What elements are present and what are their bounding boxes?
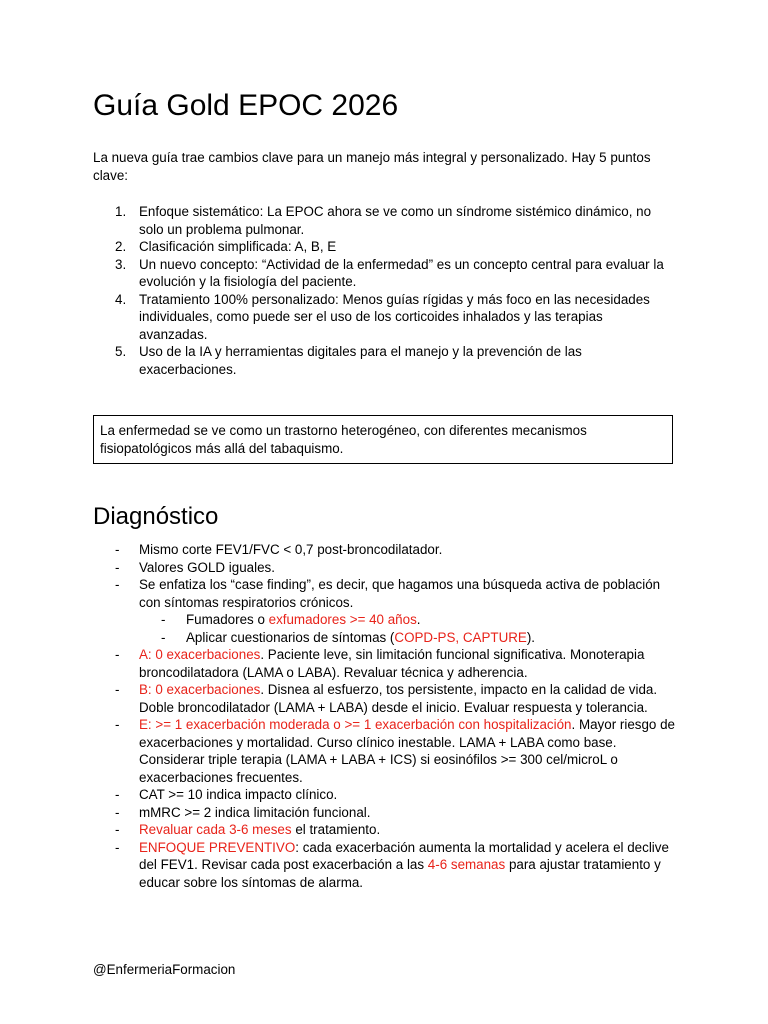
- callout-box: La enfermedad se ve como un trastorno heterogéneo, con diferentes mecanismos fisiopatológicos más allá del tabaquismo.: [93, 415, 673, 464]
- bullet-dash: -: [115, 717, 120, 732]
- list-item: [93, 541, 683, 559]
- key-points-list: [93, 203, 668, 378]
- bullet-dash: -: [115, 787, 120, 802]
- list-item: [93, 646, 683, 681]
- list-item-text: : cada exacerbación aumenta la mortalidad y acelera el declive del FEV1. Revisar cada post exacerbación a las: [139, 839, 669, 872]
- list-item-text: Mismo corte FEV1/FVC < 0,7 post-broncodilatador.: [139, 542, 443, 557]
- list-item: [93, 786, 683, 804]
- footer-handle: @EnfermeriaFormacion: [93, 962, 236, 977]
- list-number: 3.: [115, 256, 127, 272]
- highlight-text: Revaluar cada 3-6 meses: [139, 822, 292, 837]
- bullet-dash: -: [115, 682, 120, 697]
- highlight-text: B: 0 exacerbaciones: [139, 682, 261, 697]
- intro-paragraph: La nueva guía trae cambios clave para un manejo más integral y personalizado. Hay 5 puntos clave:: [93, 150, 651, 183]
- list-number: 2.: [115, 239, 127, 254]
- list-item-text: Valores GOLD iguales.: [139, 559, 275, 575]
- list-item-text: Fumadores o: [186, 612, 269, 627]
- key-point-text: Tratamiento 100% personalizado: Menos guías rígidas y más foco en las necesidades individuales, como puede ser el uso de los corticoides inhalados y las terapias avanzadas.: [139, 291, 650, 342]
- list-item-text: Aplicar cuestionarios de síntomas (: [186, 629, 395, 645]
- sub-list-item: [139, 629, 683, 647]
- list-item: [93, 681, 683, 716]
- key-point-item: [93, 238, 668, 256]
- list-number: 5.: [115, 344, 127, 359]
- key-point-text: Clasificación simplificada: A, B, E: [139, 239, 337, 254]
- highlight-text: E: >= 1 exacerbación moderada o >= 1 exacerbación con hospitalización: [139, 717, 572, 732]
- section-heading-diagnostico: Diagnóstico: [93, 503, 219, 530]
- highlight-text: ENFOQUE PREVENTIVO: [139, 839, 296, 855]
- key-point-item: [93, 343, 668, 378]
- key-point-text: Uso de la IA y herramientas digitales para el manejo y la prevención de las exacerbaciones.: [139, 344, 582, 377]
- key-point-item: [93, 203, 668, 238]
- list-item-text: . Mayor riesgo de exacerbaciones y mortalidad. Curso clínico inestable. LAMA + LABA como base. Considerar triple terapia (LAMA + LABA + ICS) si eosinófilos >= 300 cel/microL o exacerbaciones frecuentes.: [139, 717, 675, 785]
- list-item-text: . Paciente leve, sin limitación funcional significativa. Monoterapia broncodilatadora (LAMA o LABA). Revaluar técnica y adherencia.: [139, 647, 645, 680]
- list-item: [93, 804, 683, 822]
- list-item: [93, 576, 683, 646]
- list-item: [93, 559, 683, 577]
- key-point-item: [93, 291, 668, 344]
- list-item-text: .: [416, 612, 421, 627]
- bullet-dash: -: [115, 542, 120, 557]
- bullet-dash: -: [161, 612, 166, 627]
- bullet-dash: -: [115, 647, 120, 662]
- list-item: [93, 716, 683, 786]
- key-point-text: Un nuevo concepto: “Actividad de la enfermedad” es un concepto central para evaluar la evolución y la fisiología del paciente.: [139, 256, 664, 289]
- list-item-text: . Disnea al esfuerzo, tos persistente, impacto en la calidad de vida. Doble broncodilatador (LAMA + LABA) desde el inicio. Evaluar respuesta y tolerancia.: [139, 682, 658, 715]
- list-item: [93, 821, 683, 839]
- list-item-text: Se enfatiza los “case finding”, es decir, que hagamos una búsqueda activa de población con síntomas respiratorios crónicos.: [139, 577, 661, 610]
- bullet-dash: -: [115, 804, 120, 820]
- page-title: Guía Gold EPOC 2026: [93, 89, 399, 122]
- bullet-dash: -: [115, 822, 120, 837]
- highlight-text: 4-6 semanas: [427, 857, 506, 872]
- key-point-text: Enfoque sistemático: La EPOC ahora se ve como un síndrome sistémico dinámico, no solo un problema pulmonar.: [139, 204, 652, 237]
- highlight-text: exfumadores >= 40 años: [268, 612, 417, 627]
- bullet-dash: -: [115, 839, 120, 855]
- highlight-text: A: 0 exacerbaciones: [139, 647, 261, 662]
- key-point-item: [93, 256, 668, 291]
- list-item-text: ).: [526, 629, 536, 645]
- highlight-text: COPD-PS, CAPTURE: [394, 629, 527, 645]
- bullet-dash: -: [161, 629, 166, 645]
- list-item-text: mMRC >= 2 indica limitación funcional.: [139, 804, 371, 820]
- list-number: 1.: [115, 204, 127, 219]
- sub-list: [139, 611, 683, 646]
- list-item-text: CAT >= 10 indica impacto clínico.: [139, 787, 338, 802]
- sub-list-item: [139, 611, 683, 629]
- list-item: [93, 839, 683, 892]
- list-item-text: el tratamiento.: [291, 822, 381, 837]
- diagnostico-list: [93, 541, 683, 891]
- bullet-dash: -: [115, 559, 120, 575]
- list-number: 4.: [115, 291, 127, 307]
- list-item-text: para ajustar tratamiento y educar sobre los síntomas de alarma.: [139, 857, 661, 890]
- bullet-dash: -: [115, 577, 120, 592]
